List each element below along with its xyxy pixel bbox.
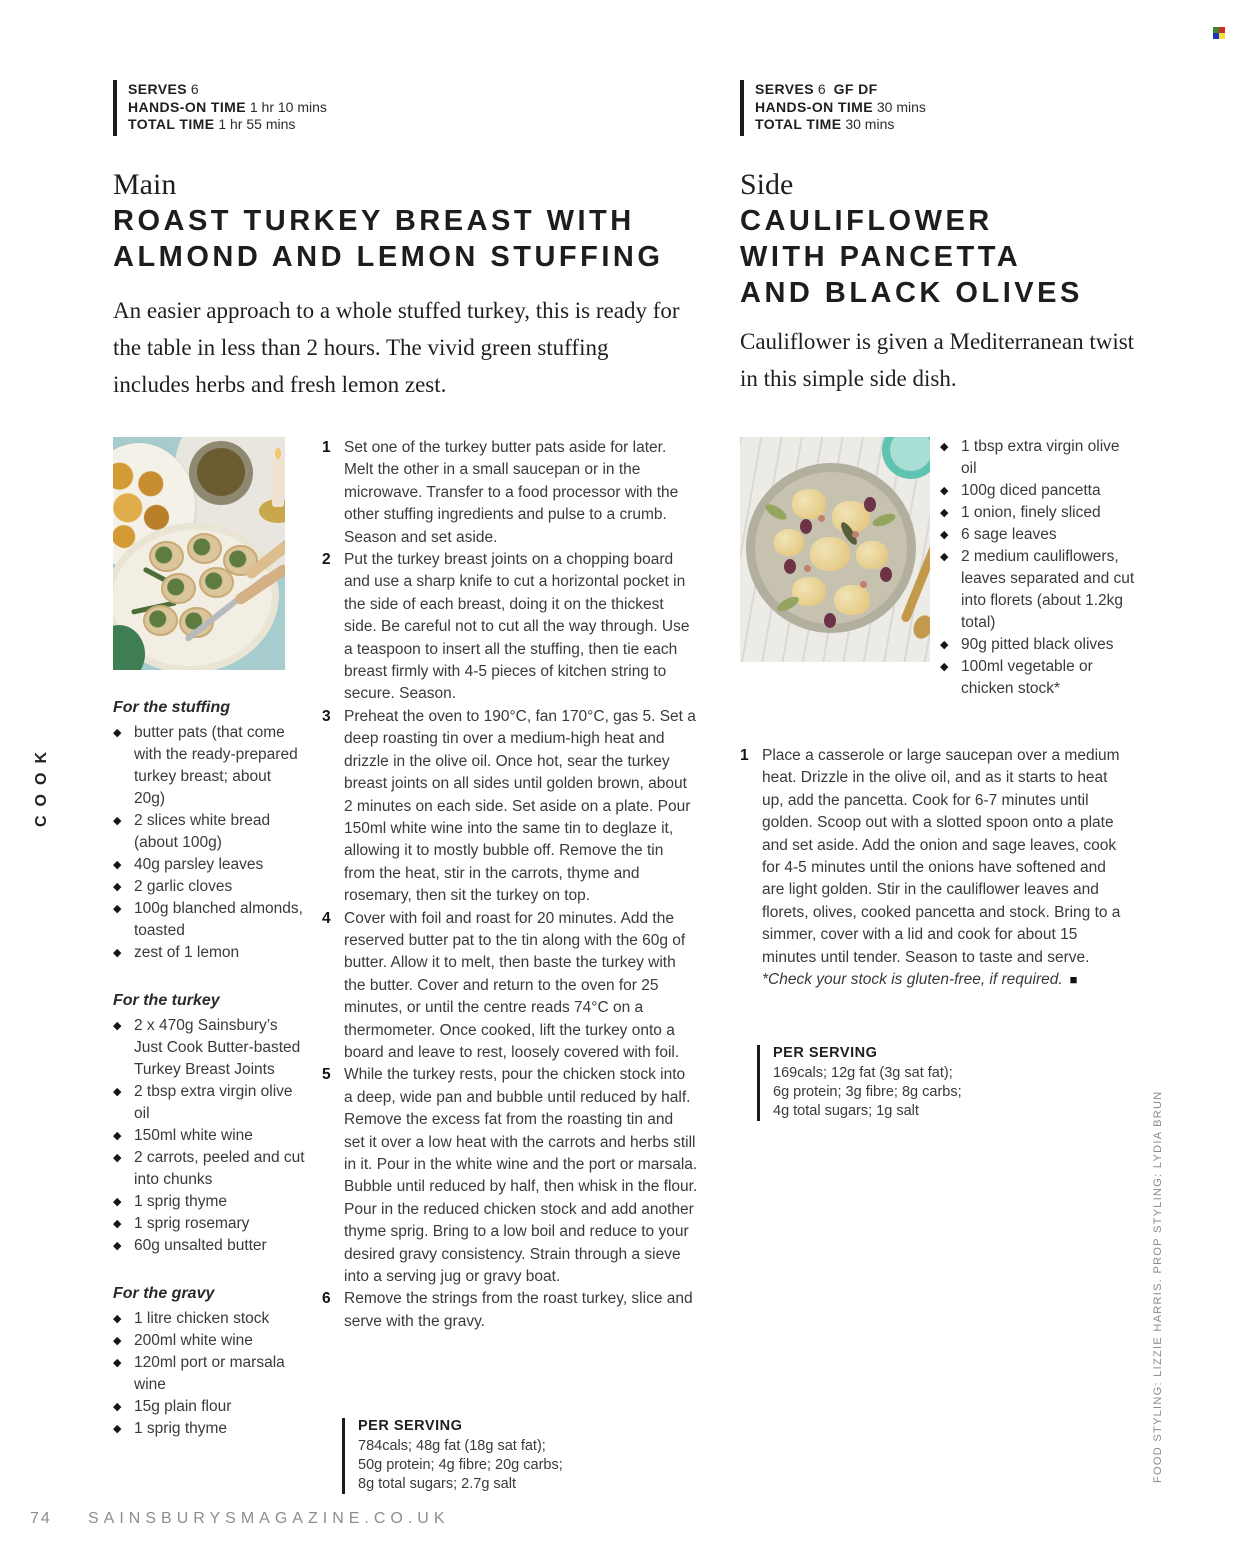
photo-credit-vertical: FOOD STYLING: LIZZIE HARRIS. PROP STYLING: LYDIA BRUN: [1152, 1090, 1164, 1483]
total-time-value: 1 hr 55 mins: [218, 116, 296, 132]
end-of-recipe-marker: ■: [1069, 972, 1078, 988]
ingredient-item: [113, 854, 305, 876]
ingredient-item: [113, 810, 305, 854]
candle: [272, 457, 284, 507]
serves-label: SERVES: [128, 81, 187, 97]
cauliflower-floret: [834, 585, 870, 615]
diamond-bullet-icon: ◆: [940, 661, 949, 673]
serves-value: 6: [817, 81, 826, 97]
main-recipe-intro: An easier approach to a whole stuffed turkey, this is ready for the table in less than 2 hours. The vivid green stuffing includes herbs and fresh lemon zest.: [113, 298, 680, 397]
serves-line: [755, 81, 926, 99]
method-step: [322, 908, 698, 1065]
diamond-bullet-icon: ◆: [113, 1401, 122, 1413]
hands-on-label: HANDS-ON TIME: [755, 98, 873, 115]
diamond-bullet-icon: ◆: [113, 1240, 122, 1252]
step-number: 5: [322, 1066, 331, 1084]
ingredient-text: 1 onion, finely sliced: [961, 504, 1101, 521]
main-recipe-kicker: Main: [113, 168, 177, 201]
ingredient-text: 1 tbsp extra virgin olive oil: [961, 438, 1120, 477]
main-recipe-meta: [113, 80, 327, 136]
step-number: 1: [322, 439, 331, 456]
main-ingredients: [113, 697, 305, 1466]
turkey-slice: [149, 541, 184, 572]
ingredient-text: 2 garlic cloves: [134, 878, 233, 895]
ingredient-item: [940, 524, 1136, 546]
ingredient-group-turkey: [113, 990, 305, 1257]
black-olive: [880, 567, 892, 582]
side-recipe-meta: [740, 80, 926, 136]
gravy: [197, 448, 245, 496]
total-time-value: 30 mins: [845, 116, 895, 132]
ingredient-text: 100ml vegetable or chicken stock*: [961, 658, 1093, 697]
candle-flame: [275, 448, 281, 459]
step-text: Preheat the oven to 190°C, fan 170°C, gas 5. Set a deep roasting tin over a medium-high heat and drizzle in the olive oil. Once hot, sear the turkey breast joints on all sides until golden brown, about 2 minutes on each side. Set aside on a plate. Pour 150ml white wine into the same tin to deglaze it, allowing it to mostly bubble off. Remove the tin from the heat, stir in the carrots, thyme and rosemary, then sit the turkey on top.: [344, 707, 696, 905]
note-text: *Check your stock is gluten-free, if required.: [762, 971, 1063, 989]
black-olive: [864, 497, 876, 512]
per-serving-label: PER SERVING: [358, 1418, 463, 1434]
color-registration-mark: [1213, 27, 1225, 39]
mark-yellow-square: [1219, 33, 1225, 39]
total-time-line: [128, 116, 327, 134]
ingredient-item: [113, 1235, 305, 1257]
ingredient-item: [940, 546, 1136, 634]
ingredient-item: [940, 634, 1136, 656]
diamond-bullet-icon: ◆: [113, 1218, 122, 1230]
diamond-bullet-icon: ◆: [113, 947, 122, 959]
serves-label: SERVES: [755, 81, 814, 97]
side-recipe-kicker: Side: [740, 168, 794, 201]
diamond-bullet-icon: ◆: [940, 639, 949, 651]
method-step: [322, 706, 698, 908]
side-per-serving: [757, 1045, 962, 1121]
diamond-bullet-icon: ◆: [113, 727, 122, 739]
magazine-website: SAINSBURYSMAGAZINE.CO.UK: [88, 1510, 450, 1527]
main-per-serving: [342, 1418, 563, 1494]
pancetta-piece: [818, 515, 825, 522]
cauliflower-floret: [810, 537, 850, 571]
ingredient-text: 1 litre chicken stock: [134, 1310, 270, 1327]
method-step: [322, 1288, 698, 1333]
diamond-bullet-icon: ◆: [940, 529, 949, 541]
ingredient-item: [113, 1308, 305, 1330]
side-method: [740, 745, 1132, 991]
per-serving-line: 169cals; 12g fat (3g sat fat);: [773, 1065, 953, 1081]
per-serving-line: 6g protein; 3g fibre; 8g carbs;: [773, 1084, 962, 1100]
ingredient-text: 2 tbsp extra virgin olive oil: [134, 1083, 293, 1122]
main-title-line1: ROAST TURKEY BREAST WITH: [113, 205, 635, 237]
ingredient-item: [940, 502, 1136, 524]
total-time-line: [755, 116, 926, 134]
ingredient-text: 100g blanched almonds, toasted: [134, 900, 303, 939]
side-recipe-photo: [740, 437, 930, 662]
turkey-slice: [199, 567, 234, 598]
per-serving-line: 50g protein; 4g fibre; 20g carbs;: [358, 1457, 563, 1473]
pancetta-piece: [804, 565, 811, 572]
method-step: [322, 437, 698, 549]
ingredient-item: [113, 1015, 305, 1081]
black-olive: [800, 519, 812, 534]
diamond-bullet-icon: ◆: [113, 1130, 122, 1142]
step-text: Remove the strings from the roast turkey, slice and serve with the gravy.: [344, 1290, 693, 1330]
side-title-line1: CAULIFLOWER: [740, 205, 993, 237]
pancetta-piece: [852, 531, 859, 538]
turkey-slice: [187, 533, 222, 564]
diamond-bullet-icon: ◆: [940, 551, 949, 563]
main-recipe-photo: [113, 437, 285, 670]
ingredient-item: [113, 722, 305, 810]
cauliflower-floret: [774, 529, 804, 556]
black-olive: [784, 559, 796, 574]
ingredient-item: [940, 436, 1136, 480]
total-time-label: TOTAL TIME: [755, 116, 842, 132]
ingredient-text: 150ml white wine: [134, 1127, 253, 1144]
ingredient-text: 60g unsalted butter: [134, 1237, 267, 1254]
ingredient-text: butter pats (that come with the ready-prepared turkey breast; about 20g): [134, 724, 298, 807]
ingredient-item: [113, 1147, 305, 1191]
total-time-label: TOTAL TIME: [128, 116, 215, 132]
diamond-bullet-icon: ◆: [113, 1196, 122, 1208]
step-number: 4: [322, 909, 331, 927]
ingredient-item: [113, 1081, 305, 1125]
serves-line: [128, 81, 327, 99]
ingredient-item: [113, 1191, 305, 1213]
side-ingredients: [940, 436, 1136, 700]
ingredient-item: [113, 898, 305, 942]
per-serving-label: PER SERVING: [773, 1045, 878, 1061]
ingredient-text: 15g plain flour: [134, 1398, 232, 1415]
ingredient-group-heading: For the stuffing: [113, 699, 231, 716]
method-step: [322, 1064, 698, 1288]
ingredient-item: [113, 1396, 305, 1418]
main-recipe-title: [113, 203, 663, 275]
ingredient-item: [113, 942, 305, 964]
per-serving-rule: [757, 1045, 760, 1121]
ingredient-group-heading: For the gravy: [113, 1285, 215, 1302]
hands-on-line: [755, 99, 926, 117]
hands-on-label: HANDS-ON TIME: [128, 98, 246, 115]
diamond-bullet-icon: ◆: [940, 507, 949, 519]
ingredient-item: [113, 1418, 305, 1440]
diamond-bullet-icon: ◆: [113, 859, 122, 871]
ingredient-item: [940, 656, 1136, 700]
ingredient-text: 2 slices white bread (about 100g): [134, 812, 271, 851]
side-recipe-intro: Cauliflower is given a Mediterranean twist in this simple side dish.: [740, 329, 1135, 391]
step-number: 1: [740, 747, 749, 764]
ingredient-text: 1 sprig rosemary: [134, 1215, 250, 1232]
diamond-bullet-icon: ◆: [113, 1335, 122, 1347]
ingredient-group-heading: For the turkey: [113, 992, 220, 1009]
cauliflower-floret: [856, 541, 888, 569]
per-serving-rule: [342, 1418, 345, 1494]
method-step: [322, 549, 698, 706]
ingredient-item: [940, 480, 1136, 502]
ingredient-text: 40g parsley leaves: [134, 856, 264, 873]
diamond-bullet-icon: ◆: [113, 1086, 122, 1098]
per-serving-line: 8g total sugars; 2.7g salt: [358, 1476, 516, 1492]
hands-on-line: [128, 99, 327, 117]
per-serving-line: 784cals; 48g fat (18g sat fat);: [358, 1438, 546, 1454]
meta-rule: [740, 80, 744, 136]
ingredient-text: 1 sprig thyme: [134, 1193, 228, 1210]
diamond-bullet-icon: ◆: [113, 903, 122, 915]
side-title-line2: WITH PANCETTA: [740, 241, 1022, 273]
diamond-bullet-icon: ◆: [113, 1152, 122, 1164]
black-olive: [824, 613, 836, 628]
ingredient-text: 2 carrots, peeled and cut into chunks: [134, 1149, 305, 1188]
pancetta-piece: [860, 581, 867, 588]
meta-rule: [113, 80, 117, 136]
dietary-flags: GF DF: [833, 81, 878, 97]
diamond-bullet-icon: ◆: [113, 1313, 122, 1325]
diamond-bullet-icon: ◆: [113, 1020, 122, 1032]
hands-on-value: 30 mins: [876, 98, 926, 115]
ingredient-text: 100g diced pancetta: [961, 482, 1101, 499]
diamond-bullet-icon: ◆: [940, 441, 949, 453]
ingredient-item: [113, 1352, 305, 1396]
ingredient-text: 2 medium cauliflowers, leaves separated and cut into florets (about 1.2kg total): [961, 548, 1135, 631]
ingredient-group-gravy: [113, 1283, 305, 1440]
ingredient-text: 120ml port or marsala wine: [134, 1354, 285, 1393]
ingredient-item: [113, 1125, 305, 1147]
diamond-bullet-icon: ◆: [113, 1423, 122, 1435]
step-text: While the turkey rests, pour the chicken stock into a deep, wide pan and bubble until reduced by half. Remove the excess fat from the roasting tin and set it over a low heat with the carrots and herbs still in it. Pour in the white wine and the port or marsala. Bubble until reduced by half, then whisk in the flour. Pour in the reduced chicken stock and add another thyme sprig. Bring to a low boil and reduce to your desired gravy consistency. Strain through a sieve into a serving jug or gravy boat.: [344, 1066, 698, 1286]
page-number: 74: [30, 1510, 52, 1527]
ingredient-text: 2 x 470g Sainsbury’s Just Cook Butter-basted Turkey Breast Joints: [134, 1017, 301, 1078]
hands-on-value: 1 hr 10 mins: [249, 98, 327, 115]
ingredient-item: [113, 876, 305, 898]
step-number: 3: [322, 707, 331, 725]
side-title-line3: AND BLACK OLIVES: [740, 277, 1083, 309]
step-number: 2: [322, 551, 331, 569]
step-text: Cover with foil and roast for 20 minutes. Add the reserved butter pat to the tin along with the 60g of butter. Allow it to melt, then baste the turkey with the butter. Cover and return to the oven for 25 minutes, or until the centre reads 74°C on a thermometer. Once cooked, lift the turkey onto a board and leave to rest, loosely covered with foil.: [344, 909, 686, 1061]
turkey-slice: [161, 573, 196, 604]
main-method: [322, 437, 698, 1333]
diamond-bullet-icon: ◆: [940, 485, 949, 497]
ingredient-item: [113, 1213, 305, 1235]
main-title-line2: ALMOND AND LEMON STUFFING: [113, 241, 664, 273]
diamond-bullet-icon: ◆: [113, 815, 122, 827]
step-text: Place a casserole or large saucepan over a medium heat. Drizzle in the olive oil, and as it starts to heat up, add the pancetta. Cook for 6-7 minutes until golden. Scoop out with a slotted spoon onto a plate and set aside. Add the onion and sage leaves, cook for 4-5 minutes until the onions have softened and are light golden. Stir in the cauliflower leaves and florets, olives, cooked pancetta and stock. Bring to a simmer, cover with a lid and cook for about 15 minutes until tender. Season to taste and serve.: [762, 747, 1121, 966]
side-recipe-title: [740, 203, 1083, 311]
ingredient-text: 1 sprig thyme: [134, 1420, 228, 1437]
ingredient-group-stuffing: [113, 697, 305, 964]
per-serving-line: 4g total sugars; 1g salt: [773, 1103, 919, 1119]
section-label-vertical: COOK: [33, 743, 50, 827]
diamond-bullet-icon: ◆: [113, 1357, 122, 1369]
step-text: Put the turkey breast joints on a chopping board and use a sharp knife to cut a horizontal pocket in the side of each breast, doing it on the thickest side. Be careful not to cut all the way through. Use a teaspoon to insert all the stuffing, then tie each breast firmly with 4-5 pieces of kitchen string to secure. Season.: [344, 551, 690, 703]
ingredient-text: 6 sage leaves: [961, 526, 1057, 543]
ingredient-text: zest of 1 lemon: [134, 944, 240, 961]
ingredient-item: [113, 1330, 305, 1352]
turkey-slice: [143, 605, 178, 636]
ingredient-text: 90g pitted black olives: [961, 636, 1114, 653]
step-number: 6: [322, 1290, 331, 1308]
gluten-free-note: [740, 969, 1132, 991]
step-text: Set one of the turkey butter pats aside for later. Melt the other in a small saucepan or in the microwave. Transfer to a food processor with the other stuffing ingredients and pulse to a crumb. Season and set aside.: [344, 439, 679, 546]
serves-value: 6: [190, 81, 199, 97]
gold-spoon-bowl: [910, 613, 930, 642]
ingredient-text: 200ml white wine: [134, 1332, 253, 1349]
diamond-bullet-icon: ◆: [113, 881, 122, 893]
method-step: [740, 745, 1132, 969]
